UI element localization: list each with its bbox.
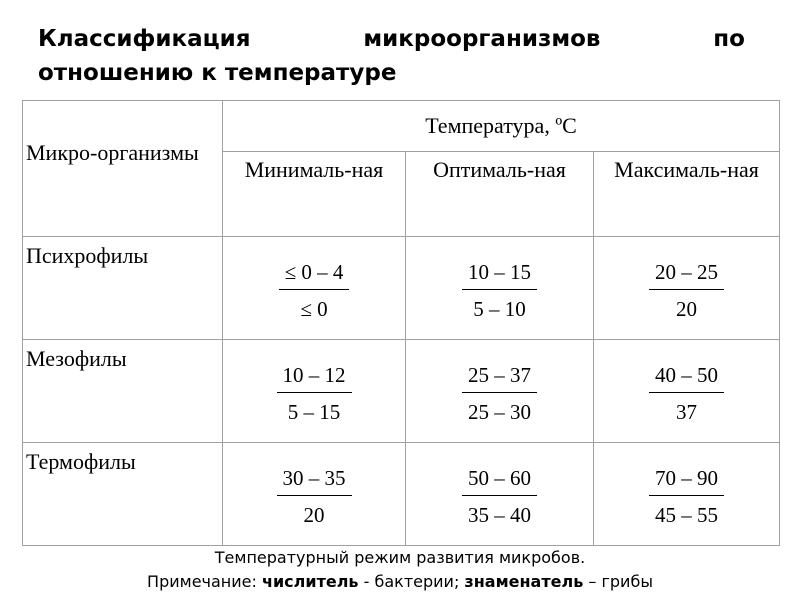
table-cell [223, 340, 406, 443]
table-header-row [23, 101, 780, 152]
column-header-max: Максималь-ная [594, 152, 780, 237]
table-row [23, 340, 780, 443]
fraction [649, 465, 724, 528]
denominator: 5 – 15 [287, 400, 341, 424]
denominator: 25 – 30 [468, 400, 531, 424]
column-header-opt: Оптималь-ная [406, 152, 594, 237]
fraction [462, 259, 537, 322]
caption [0, 546, 800, 594]
temperature-header: Температура, ºС [223, 101, 780, 152]
denominator: 45 – 55 [655, 503, 719, 527]
denominator-meaning: – грибы [583, 572, 653, 591]
denominator-label: знаменатель [464, 572, 584, 591]
note-prefix: Примечание: [147, 572, 262, 591]
title-word: микроорганизмов [363, 26, 601, 52]
numerator: 10 – 15 [462, 259, 537, 290]
table-row [23, 443, 780, 546]
fraction [462, 362, 537, 425]
table-cell [406, 340, 594, 443]
caption-note [0, 570, 800, 594]
denominator: 35 – 40 [468, 503, 531, 527]
title-word: по [713, 26, 745, 52]
title-word: Классификация [38, 26, 251, 52]
fraction [277, 362, 352, 425]
numerator: 30 – 35 [277, 465, 352, 496]
denominator: 20 [303, 503, 325, 527]
fraction [649, 259, 724, 322]
row-label: Термофилы [23, 443, 223, 546]
numerator-label: числитель [261, 572, 359, 591]
fraction [277, 465, 352, 528]
numerator: 25 – 37 [462, 362, 537, 393]
title-line-1 [38, 22, 745, 56]
table-cell [223, 237, 406, 340]
table-row [23, 237, 780, 340]
table-cell [406, 443, 594, 546]
column-header-min: Минималь-ная [223, 152, 406, 237]
row-label: Психрофилы [23, 237, 223, 340]
classification-table [22, 100, 780, 546]
table-cell [594, 340, 780, 443]
title-line-2: отношению к температуре [38, 60, 397, 86]
numerator: 20 – 25 [649, 259, 724, 290]
fraction [649, 362, 724, 425]
table-cell [594, 237, 780, 340]
page-title [38, 22, 745, 90]
denominator: ≤ 0 [300, 297, 328, 321]
numerator: 40 – 50 [649, 362, 724, 393]
numerator: 70 – 90 [649, 465, 724, 496]
table-cell [594, 443, 780, 546]
table-cell [223, 443, 406, 546]
caption-line-1: Температурный режим развития микробов. [214, 548, 586, 567]
numerator: 50 – 60 [462, 465, 537, 496]
row-label: Мезофилы [23, 340, 223, 443]
numerator-meaning: - бактерии; [358, 572, 465, 591]
denominator: 5 – 10 [473, 297, 526, 321]
row-header-cell: Микро-организмы [23, 101, 223, 237]
table-cell [406, 237, 594, 340]
denominator: 20 [676, 297, 698, 321]
fraction [279, 259, 350, 322]
numerator: ≤ 0 – 4 [279, 259, 350, 290]
numerator: 10 – 12 [277, 362, 352, 393]
denominator: 37 [676, 400, 698, 424]
fraction [462, 465, 537, 528]
